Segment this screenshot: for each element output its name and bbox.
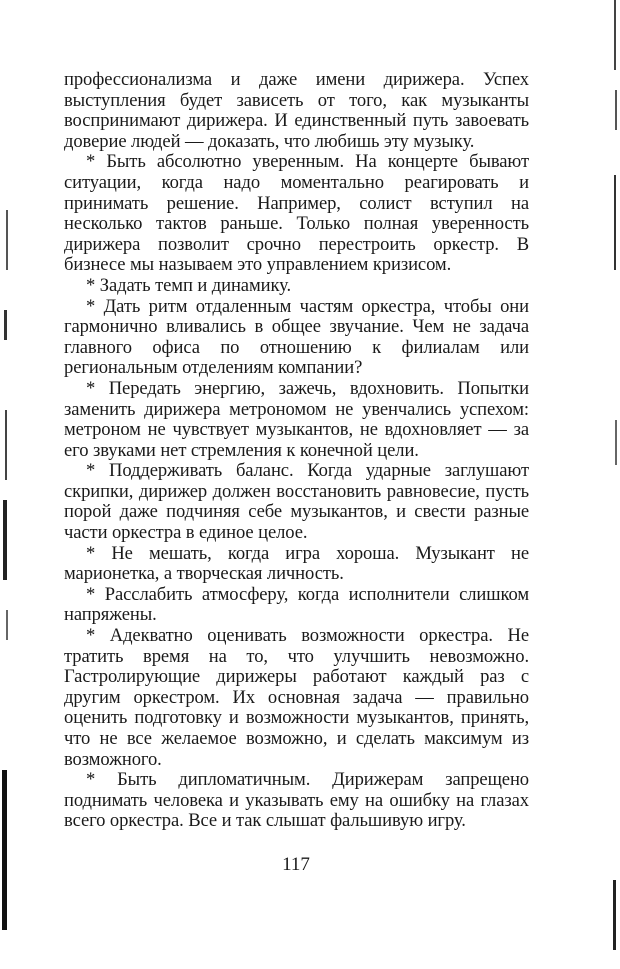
scan-edge-right — [606, 0, 620, 969]
page-number: 117 — [282, 854, 310, 875]
paragraph-be-confident: * Быть абсолютно уверенным. На концерте бывают ситуации, когда надо моментально реагировать и принимать решение. Например, солист вступил на несколько тактов раньше. Только полная уверенность дирижера позволит срочно перестроить оркестр. В бизнесе мы называем это управлением кризисом. — [64, 151, 529, 276]
paragraph-do-not-disturb: * Не мешать, когда игра хороша. Музыкант не марионетка, а творческая личность. — [64, 542, 529, 585]
paragraph-energy: * Передать энергию, зажечь, вдохновить. Попытки заменить дирижера метрономом не увенчались успехом: метроном не чувствует музыкантов, не вдохновляет — за его звуками нет стремления к конечной цели. — [64, 377, 529, 461]
scan-edge-left — [0, 170, 16, 950]
paragraph-assess: * Адекватно оценивать возможности оркестра. Не тратить время на то, что улучшить невозможно. Гастролирующие дирижеры работают каждый раз с другим оркестром. Их основная задача — правильно оценить подготовку и возможности музыкантов, принять, что не все желаемое возможно, и сделать максимум из возможного. — [64, 625, 529, 770]
paragraph-relax: * Расслабить атмосферу, когда исполнители слишком напряжены. — [64, 583, 529, 626]
paragraph-continuation: профессионализма и даже имени дирижера. Успех выступления будет зависеть от того, как музыканты воспринимают дирижера. И единственный путь завоевать доверие людей — доказать, что любишь эту музыку. — [64, 69, 529, 152]
body-text — [64, 70, 529, 832]
paragraph-diplomacy: * Быть дипломатичным. Дирижерам запрещено поднимать человека и указывать ему на ошибку на глазах всего оркестра. Все и так слышат фальшивую игру. — [64, 769, 529, 832]
paragraph-balance: * Поддерживать баланс. Когда ударные заглушают скрипки, дирижер должен восстановить равновесие, пусть порой даже подчиняя себе музыкантов, и свести разные части оркестра в единое целое. — [64, 460, 529, 544]
paragraph-rhythm: * Дать ритм отдаленным частям оркестра, чтобы они гармонично вливались в общее звучание. Чем не задача главного офиса по отношению к филиалам или региональным отделениям компании? — [64, 295, 529, 379]
paragraph-tempo: * Задать темп и динамику. — [86, 274, 292, 296]
